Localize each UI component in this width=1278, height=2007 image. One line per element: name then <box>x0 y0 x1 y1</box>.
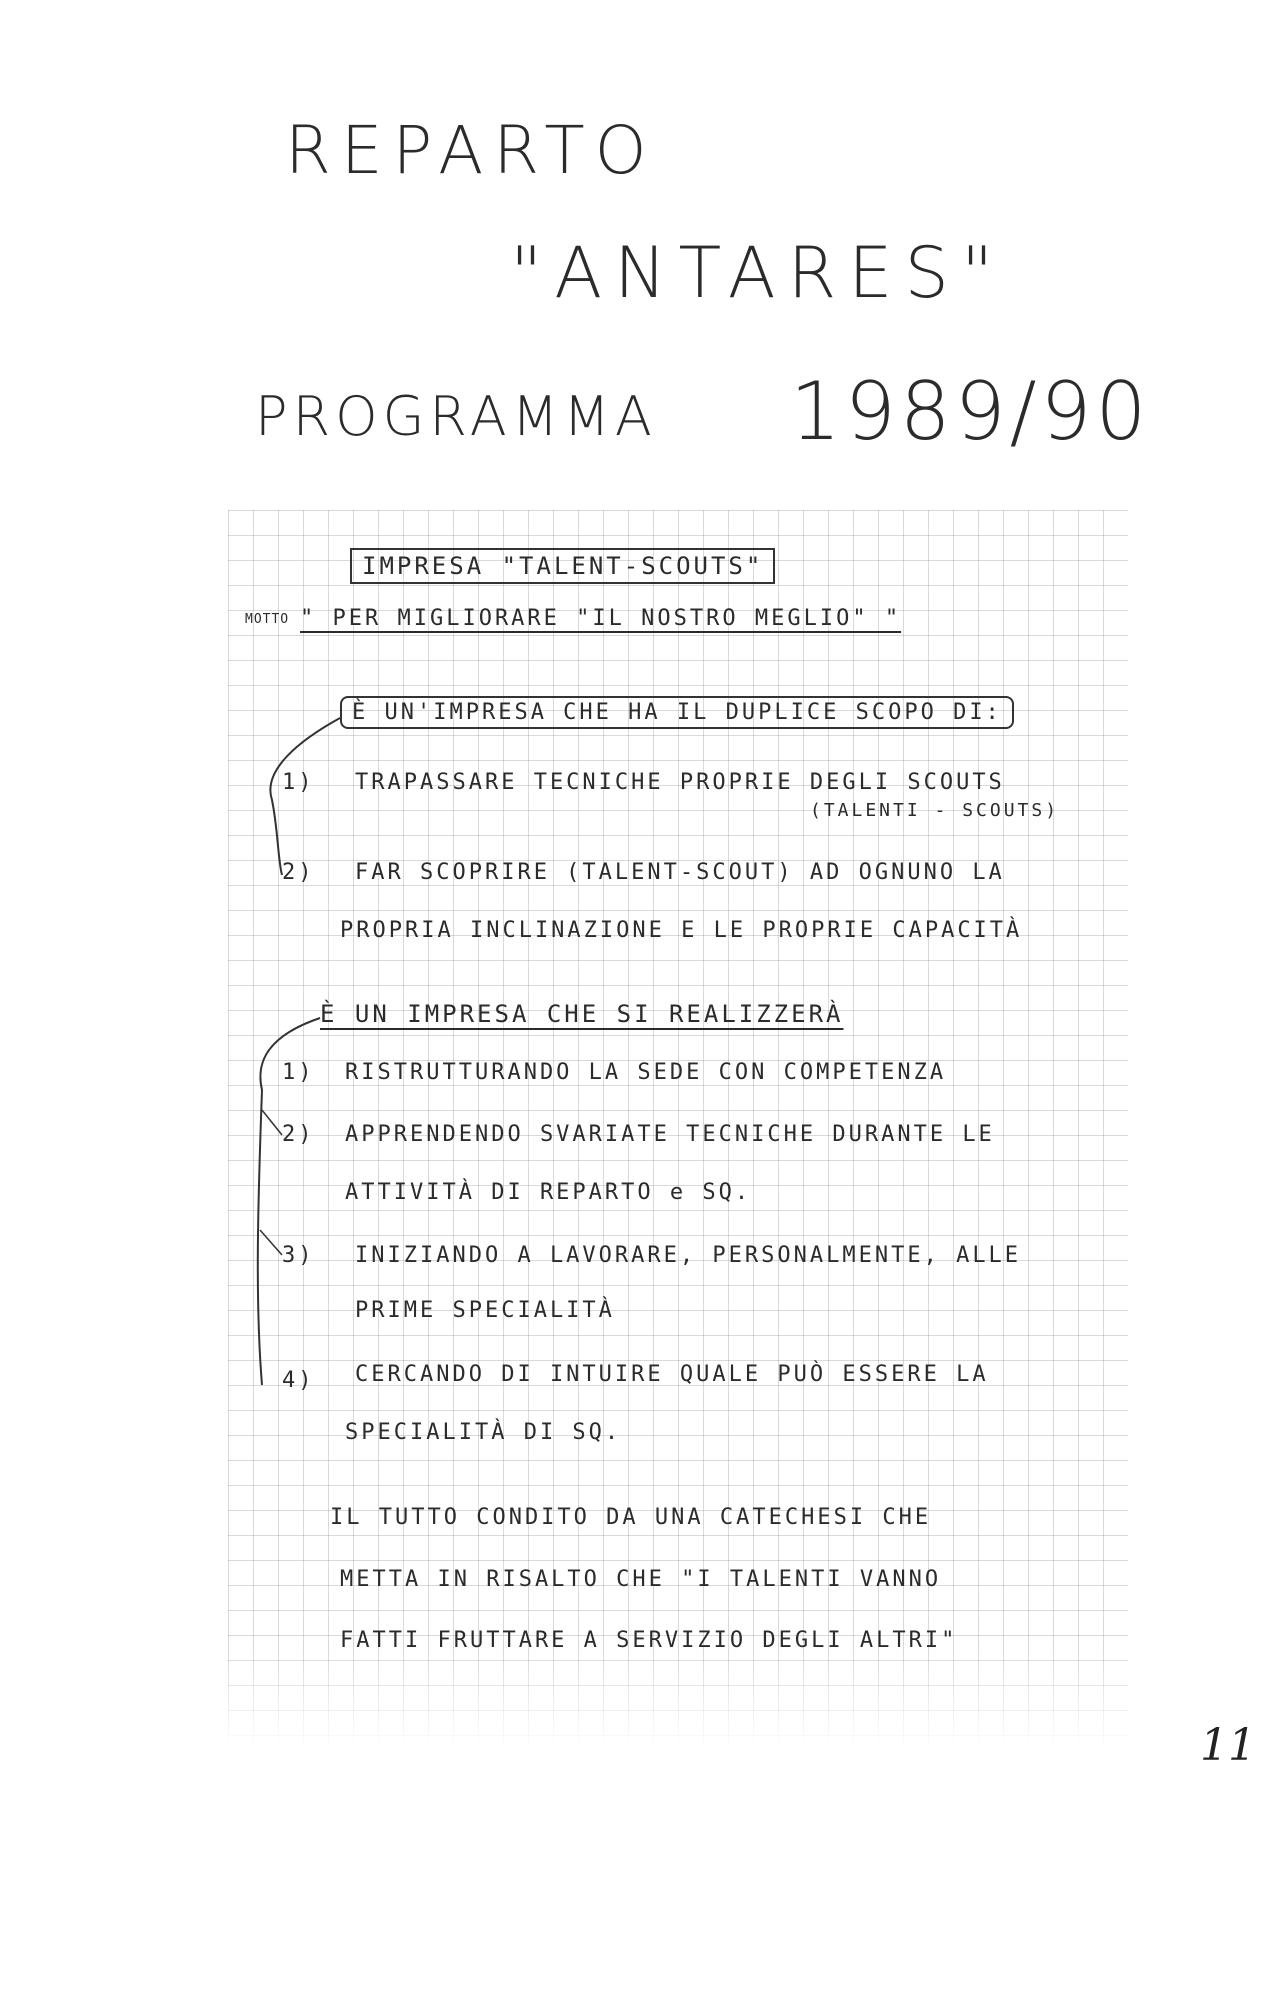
realizzera-marker-1: 1) <box>282 1060 315 1085</box>
heading-reparto: REPARTO <box>285 112 657 189</box>
scopo-item-2-line-2: PROPRIA INCLINAZIONE E LE PROPRIE CAPACITÀ <box>340 918 1023 943</box>
scopo-item-1-line-1: TRAPASSARE TECNICHE PROPRIE DEGLI SCOUTS <box>355 770 1005 795</box>
page-number: 11 <box>1200 1720 1256 1771</box>
realizzera-item-2-line-2: ATTIVITÀ DI REPARTO e SQ. <box>345 1180 752 1205</box>
scopo-marker-1: 1) <box>282 770 315 795</box>
heading-antares: "ANTARES" <box>510 232 1006 314</box>
realizzera-intro: È UN IMPRESA CHE SI REALIZZERÀ <box>320 1000 844 1028</box>
realizzera-item-1-line-1: RISTRUTTURANDO LA SEDE CON COMPETENZA <box>345 1060 947 1085</box>
realizzera-marker-3: 3) <box>282 1243 315 1268</box>
realizzera-item-4-line-1: CERCANDO DI INTUIRE QUALE PUÒ ESSERE LA <box>355 1362 989 1387</box>
realizzera-branch-3 <box>260 1230 282 1255</box>
closing-line-2: METTA IN RISALTO CHE "I TALENTI VANNO <box>340 1567 942 1592</box>
motto-text: " PER MIGLIORARE "IL NOSTRO MEGLIO" " <box>300 606 902 631</box>
scopo-intro-box: È UN'IMPRESA CHE HA IL DUPLICE SCOPO DI: <box>340 696 1014 729</box>
realizzera-item-4-line-2: SPECIALITÀ DI SQ. <box>345 1420 622 1445</box>
realizzera-branch-2 <box>262 1110 282 1135</box>
scopo-marker-2: 2) <box>282 860 315 885</box>
closing-line-1: IL TUTTO CONDITO DA UNA CATECHESI CHE <box>330 1505 932 1530</box>
scopo-arrow <box>270 718 340 875</box>
realizzera-arrow <box>258 1018 320 1385</box>
realizzera-marker-2: 2) <box>282 1122 315 1147</box>
heading-year: 1989/90 <box>790 365 1151 458</box>
realizzera-item-2-line-1: APPRENDENDO SVARIATE TECNICHE DURANTE LE <box>345 1122 995 1147</box>
realizzera-item-3-line-2: PRIME SPECIALITÀ <box>355 1298 615 1323</box>
impresa-title-box: IMPRESA "TALENT-SCOUTS" <box>350 548 775 584</box>
scopo-item-1-line-2: (TALENTI - SCOUTS) <box>810 800 1060 821</box>
realizzera-item-3-line-1: INIZIANDO A LAVORARE, PERSONALMENTE, ALLE <box>355 1243 1022 1268</box>
realizzera-marker-4: 4) <box>282 1368 315 1393</box>
closing-line-3: FATTI FRUTTARE A SERVIZIO DEGLI ALTRI" <box>340 1628 958 1653</box>
motto-label: MOTTO <box>245 612 290 627</box>
scopo-item-2-line-1: FAR SCOPRIRE (TALENT-SCOUT) AD OGNUNO LA <box>355 860 1005 885</box>
heading-programma: PROGRAMMA <box>255 385 657 448</box>
